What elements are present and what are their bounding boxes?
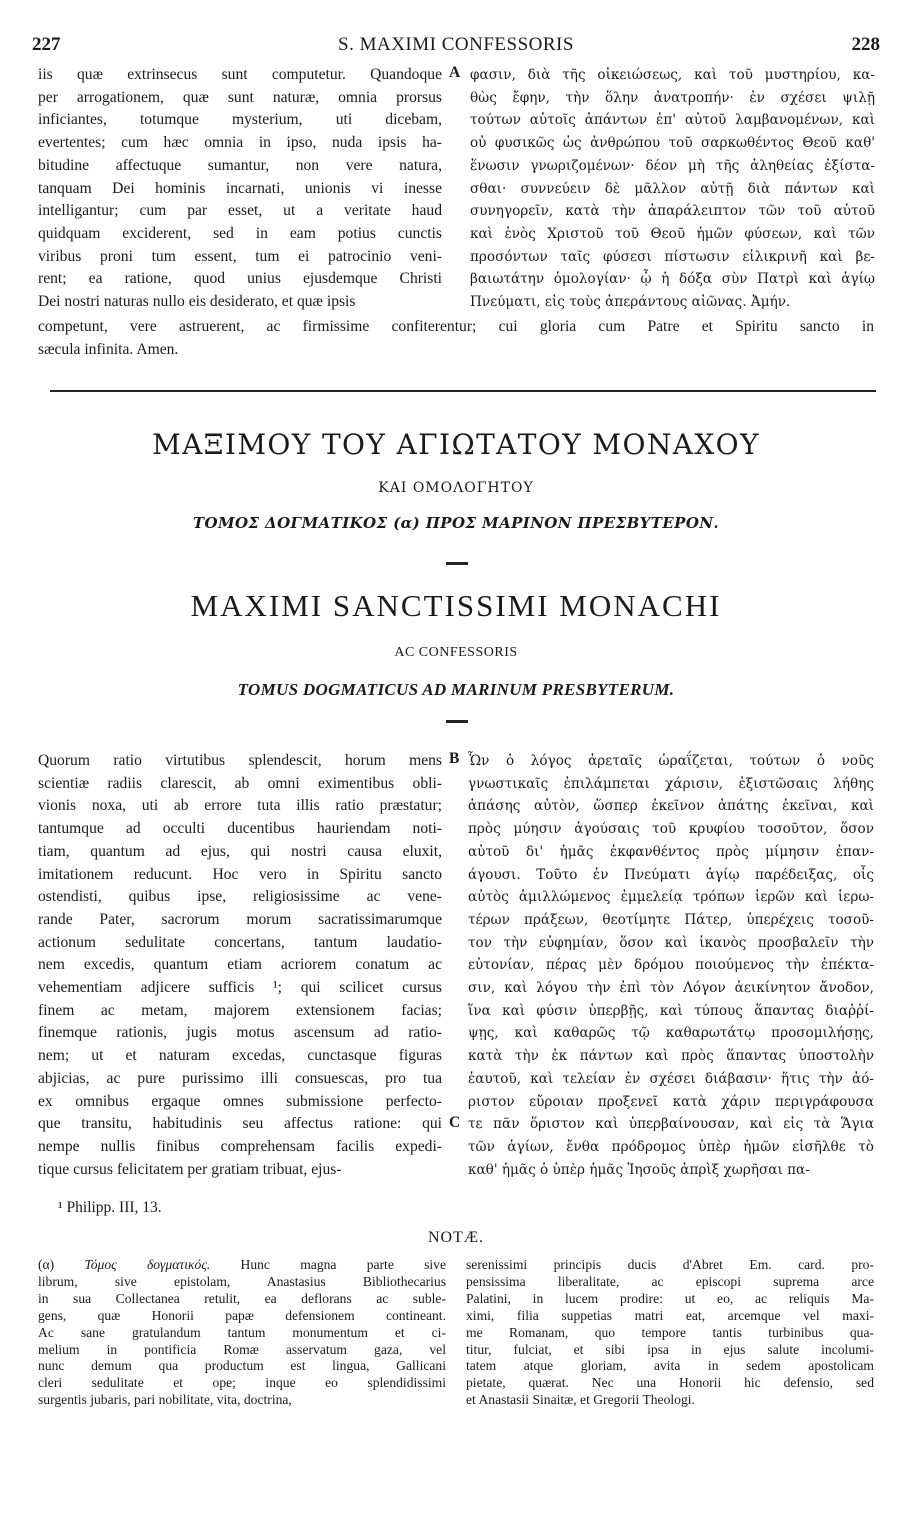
greek-text-line: γνωστικαῖς ἐπιλάμπεται χάρισιν, ἐξιστῶσαις λήθης (468, 775, 874, 792)
latin-text-line: rent; ea ratione, quod unius ejusdemque Christi (38, 270, 442, 288)
margin-marker-b: B (449, 750, 460, 767)
greek-text-line: θὼς ἔφην, τὴν ὅλην ἀνατροπήν· ἐν σχέσει ψιλῇ (470, 89, 875, 106)
note-line: gens, quæ Honorii papæ defensionem contineant. (38, 1307, 446, 1323)
note-line: surgentis jubaris, pari nobilitate, vita, doctrina, (38, 1392, 292, 1408)
latin-text-line: ex omnibus ergaque omnes submissione perfecto- (38, 1092, 442, 1110)
latin-text-line: vehementiam adjicere sufficis ¹; qui scilicet cursus (38, 979, 442, 997)
top-greek-column (470, 64, 875, 314)
greek-text-line: αὐτὸς ἁμιλλώμενος ἐμμελείᾳ τρόπων ἱερῶν καὶ ἱερω- (468, 889, 874, 906)
greek-text-line: τέρων πράξεων, θεοτίμητε Πάτερ, ὑπερέχεις τοσοῦ- (468, 911, 874, 928)
latin-text-line: vionis noxa, uti ab errore tuta illis ratio præstatur; (38, 797, 442, 815)
note-line: et Anastasii Sinaitæ, et Gregorii Theologi. (466, 1392, 695, 1408)
greek-text-line: άγουσι. Τοῦτο ἐν Πνεύματι ἁγίῳ παρέδειξας, οἷς (468, 866, 874, 883)
greek-text-line: οὐ φυσικῶς ὡς ἀνθρώπου τοῦ σαρκωθέντος Θεοῦ καθ' (470, 135, 875, 152)
greek-text-line: Πνεύματι, εἰς τοὺς ἀπεράντους αἰῶνας. Ἀμήν. (470, 294, 791, 311)
greek-tomos-title: ΤΟΜΟΣ ΔΟΓΜΑΤΙΚΟΣ (α) ΠΡΟΣ ΜΑΡΙΝΟΝ ΠΡΕΣΒΥΤΕΡΟΝ. (192, 514, 720, 532)
note-line: nunc demum qua productum est lingua, Gallicani (38, 1358, 446, 1374)
greek-text-line: ψῃς, καὶ καθαρῶς τῷ καθαρωτάτῳ προσομιλήσῃς, (468, 1025, 874, 1042)
note-line: pietate, quærat. Nec una Honorii hic defensio, sed (466, 1375, 874, 1391)
latin-text-line: inficiantes, totumque mysterium, uti dicebam, (38, 111, 442, 129)
latin-text-line: per arrogationem, quæ sunt naturæ, omnia prorsus (38, 88, 442, 106)
running-header (32, 34, 880, 56)
note-line: librum, sive epistolam, Anastasius Bibliothecarius (38, 1273, 446, 1289)
greek-text-line: σιν, καὶ λόγου τὴν ἐπὶ τὸν Λόγον ἀεικίνητον ἄνοδον, (468, 980, 874, 997)
notes-right-column (466, 1257, 874, 1409)
greek-text-line: πρὸς μύησιν ἀγούσαις τοῦ κρυφίου τοσοῦτον, ὅσον (468, 821, 874, 838)
greek-text-line: ἵνα καὶ φύσιν ὑπερβῇς, καὶ τύπους ἅπαντας διαῤῥί- (468, 1002, 874, 1019)
latin-text-line: nempe nullis finibus comprehensam facilis expedi- (38, 1137, 442, 1155)
notes-left-column (38, 1257, 446, 1409)
note-line: serenissimi principis ducis d'Abret Em. card. pro- (466, 1257, 874, 1272)
body-greek-column (468, 750, 874, 1181)
latin-text-line: tanquam Dei hominis incarnati, unionis vi inesse (38, 179, 442, 197)
closing-line-1: competunt, vere astruerent, ac firmissime confiterentur; cui gloria cum Patre et Spiritu sancto in (38, 318, 874, 335)
greek-text-line: αὐτοῦ δι' ἡμᾶς ἐκφανθέντος πρὸς μίμησιν ἐπαν- (468, 843, 874, 860)
latin-text-line: finemque rationis, jugis motus ascensum ad ratio- (38, 1024, 442, 1042)
note-line: (α) Τόμος δογματικός. Hunc magna parte sive (38, 1257, 446, 1272)
latin-text-line: viribus proni tum essent, tum ei patrocinio veni- (38, 247, 442, 265)
latin-text-line: tique cursus felicitatem per gratiam tribuat, ejus- (38, 1160, 342, 1178)
running-title: S. MAXIMI CONFESSORIS (338, 34, 574, 55)
greek-subtitle: ΚΑΙ ΟΜΟΛΟΓΗΤΟΥ (378, 480, 534, 496)
note-lemma: Τόμος δογματικός. (84, 1257, 211, 1272)
note-line: ximi, filia suppetias matri eat, arcemque vel maxi- (466, 1307, 874, 1323)
greek-text-line: συνηγορεῖν, κατὰ τὴν ἀπαράλειπτον τῶν τοῦ αὐτοῦ (470, 203, 875, 220)
top-latin-column (38, 64, 442, 314)
note-line: me Romanam, quo tempore tantis turbinibus qua- (466, 1324, 874, 1340)
greek-text-line: τῶν ἁγίων, ἔνθα πρόδρομος ὑπὲρ ἡμῶν εἰσῆλθε τὸ (468, 1138, 874, 1155)
greek-text-line: καὶ ἑνὸς Χριστοῦ τοῦ Θεοῦ ἡμῶν φύσεων, καὶ τῶν (470, 225, 875, 242)
latin-text-line: iis quæ extrinsecus sunt computetur. Quandoque (38, 66, 442, 83)
latin-text-line: que transitu, habitudinis seu affectus ratione: qui (38, 1115, 442, 1133)
latin-text-line: actionum sedulitate concertans, tantum laudatio- (38, 933, 442, 951)
greek-text-line: ἁπάσης αὐτὸν, ὥσπερ ἐκεῖνον ἀπάτης ἐκεῖναι, καὶ (468, 798, 874, 815)
margin-marker-c: C (449, 1114, 461, 1131)
latin-subtitle: AC CONFESSORIS (394, 645, 518, 660)
section-divider (50, 390, 876, 392)
title-dash-2 (446, 720, 468, 723)
latin-text-line: quidquam exciderent, sed in eam potius cunctis (38, 224, 442, 242)
latin-text-line: Quorum ratio virtutibus splendescit, horum mens (38, 752, 442, 769)
latin-text-line: abjicias, ac pure purissimo illi consuescas, pro tua (38, 1069, 442, 1087)
note-line: Ac sane gratulandum tantum monumentum et ci- (38, 1324, 446, 1340)
note-line: titur, fulciat, et sibi ipsa in ejus salute incolumi- (466, 1341, 874, 1357)
latin-text-line: ostendisti, quibus ipse, religiosissime ac vene- (38, 888, 442, 906)
note-line: cleri sedulitate et ope; inque eo splendidissimi (38, 1375, 446, 1391)
greek-text-line: τον τὴν εὐφημίαν, ὅσον καὶ ἱκανὸς προσβαλεῖν τὴν (468, 934, 874, 951)
latin-text-line: bitudine affectuque sumantur, non vere natura, (38, 156, 442, 174)
latin-text-line: tantumque ad occulti ducentibus hauriendam noti- (38, 820, 442, 838)
latin-text-line: rande Pater, sacrorum morum sacratissimarumque (38, 910, 442, 928)
latin-tomus-title: TOMUS DOGMATICUS AD MARINUM PRESBYTERUM. (237, 680, 675, 699)
greek-text-line: φασιν, διὰ τῆς οἰκειώσεως, καὶ τοῦ μυστηρίου, κα- (470, 67, 875, 83)
latin-text-line: Dei nostri naturas nullo eis desiderato, et quæ ipsis (38, 293, 356, 311)
body-latin-column (38, 750, 442, 1181)
latin-text-line: scientiæ radiis clarescit, ab omni eximentibus obli- (38, 774, 442, 792)
page-number-right: 228 (851, 34, 880, 55)
note-line: Palatini, in lucem prodire: ut eo, ac reliquis Ma- (466, 1290, 874, 1306)
margin-marker-a: A (449, 64, 461, 81)
greek-text-line: ριστον εὔροιαν προξενεῖ κατὰ χάριν περιγράφουσα (468, 1093, 874, 1110)
greek-text-line: βαιωτάτην ὁμολογίαν· ᾧ ἡ δόξα σὺν Πατρὶ καὶ ἁγίῳ (470, 271, 875, 288)
latin-text-line: intelligantur; cum par esset, ut a veritate haud (38, 202, 442, 220)
greek-main-title: ΜΑΞΙΜΟΥ ΤΟΥ ΑΓΙΩΤΑΤΟΥ ΜΟΝΑΧΟΥ (152, 428, 760, 461)
greek-text-line: προσόντων ταῖς φύσεσι πίστωσιν εἰλικρινῆ καὶ βε- (470, 248, 875, 265)
latin-text-line: evertentes; cum hæc omnia in ipso, nuda ipsis ha- (38, 134, 442, 152)
note-line: in sua Collectanea retulit, ea deflorans ac suble- (38, 1290, 446, 1306)
notes-heading: NOTÆ. (427, 1229, 485, 1246)
greek-text-line: ἑαυτοῦ, καὶ τελείαν ἐν σχέσει διάβασιν· ἥτις τὴν ἀό- (468, 1070, 874, 1087)
latin-main-title: MAXIMI SANCTISSIMI MONACHI (190, 588, 722, 623)
greek-text-line: εὐτονίαν, πέρας μὲν δρόμου ποιούμενος τὴν ἐπέκτα- (468, 957, 874, 974)
page-number-left: 227 (32, 34, 61, 55)
greek-text-line: κατὰ τὴν ἐκ πάντων καὶ πρὸς ἅπαντας ὑποστολὴν (468, 1048, 874, 1065)
latin-text-line: nem; ut et naturam excedas, cunctasque figuras (38, 1047, 442, 1065)
greek-text-line: Ὧν ὁ λόγος ἀρεταῖς ὡραΐζεται, τούτων ὁ νοῦς (468, 753, 874, 769)
closing-line-2: sæcula infinita. Amen. (38, 341, 179, 358)
greek-text-line: ἕνωσιν γνωριζομένων· δέον μὴ τῆς ἀληθείας ἐξίστα- (470, 157, 875, 174)
greek-text-line: τε πᾶν ὅριστον καὶ ὑπερβαίνουσαν, καὶ εἰς τὰ Ἅγια (468, 1116, 874, 1133)
note-line: tatem atque gloriam, avita in sedem apostolicam (466, 1358, 874, 1374)
note-line: pensissima liberalitate, ac episcopi suprema arce (466, 1273, 874, 1289)
latin-text-line: imitationem reducunt. Hoc vero in Spiritu sancto (38, 865, 442, 883)
latin-text-line: tiam, quantum ad ejus, qui nostri causa eluxit, (38, 842, 442, 860)
footnote: ¹ Philipp. III, 13. (58, 1199, 162, 1216)
greek-text-line: τούτων αὐτοῖς ἁπάντων ἐπ' αὐτοῦ λαμβανομένων, καὶ (470, 112, 875, 129)
title-dash-1 (446, 562, 468, 565)
greek-text-line: σθαι· συννεύειν δὲ μᾶλλον αὐτῇ διὰ πάντων καὶ (470, 180, 875, 197)
latin-text-line: finem ac metam, majorem extensionem facias; (38, 1001, 442, 1019)
latin-text-line: nem excedis, quantum etiam acriorem conatum ac (38, 956, 442, 974)
greek-text-line: καθ' ἡμᾶς ὁ ὑπὲρ ἡμᾶς Ἰησοῦς ἀπρὶξ χωρῆσαι πα- (468, 1161, 810, 1178)
note-line: melium in pontificia Romæ asservatum gaza, vel (38, 1341, 446, 1357)
